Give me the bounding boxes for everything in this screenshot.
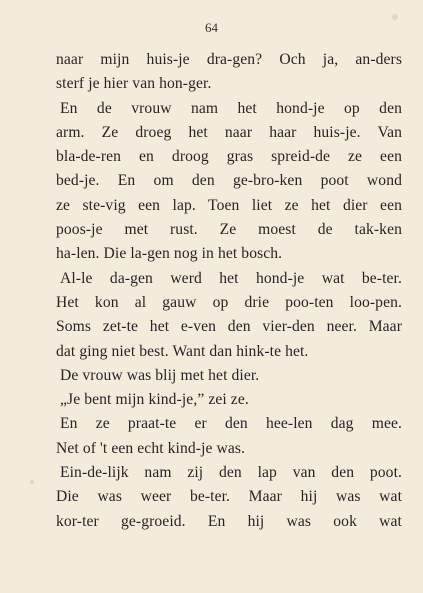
text-line: naar mijn huis-je dra-gen? Och ja, an-ders (56, 51, 402, 68)
text-line: Al-le da-gen werd het hond-je wat be-ter. (60, 269, 402, 287)
text-line: Het kon al gauw op drie poo-ten loo-pen. (56, 293, 402, 311)
text-line: arm. Ze droeg het naar haar huis-je. Van (56, 123, 402, 141)
page-number: 64 (205, 20, 218, 35)
text-line: En ze praat-te er den hee-len dag mee. (60, 415, 402, 433)
text-line: De vrouw was blij met het dier. (60, 366, 260, 384)
text-line: En de vrouw nam het hond-je op den (60, 99, 402, 117)
text-line: kor-ter ge-groeid. En hij was ook wat (56, 512, 402, 530)
text-line: bed-je. En om den ge-bro-ken poot wond (56, 172, 402, 190)
text-line: Die was weer be-ter. Maar hij was wat (56, 488, 402, 506)
text-line: ze ste-vig een lap. Toen liet ze het dier een (56, 196, 402, 214)
body-text (56, 48, 402, 534)
paper-stain (30, 480, 34, 484)
text-line: bla-de-ren en droog gras spreid-de ze een (56, 148, 402, 166)
text-line: poos-je met rust. Ze moest de tak-ken (56, 221, 402, 239)
text-line: sterf je hier van hon-ger. (56, 75, 212, 93)
text-line: Net of 't een echt kind-je was. (56, 439, 246, 457)
text-line: dat ging niet best. Want dan hink-te het. (56, 342, 309, 360)
text-line: Ein-de-lijk nam zij den lap van den poot. (60, 464, 402, 482)
text-line: Soms zet-te het e-ven den vier-den neer. Maar (56, 318, 402, 336)
text-line: ha-len. Die la-gen nog in het bosch. (56, 245, 283, 263)
text-line: „Je bent mijn kind-je,” zei ze. (60, 391, 249, 409)
